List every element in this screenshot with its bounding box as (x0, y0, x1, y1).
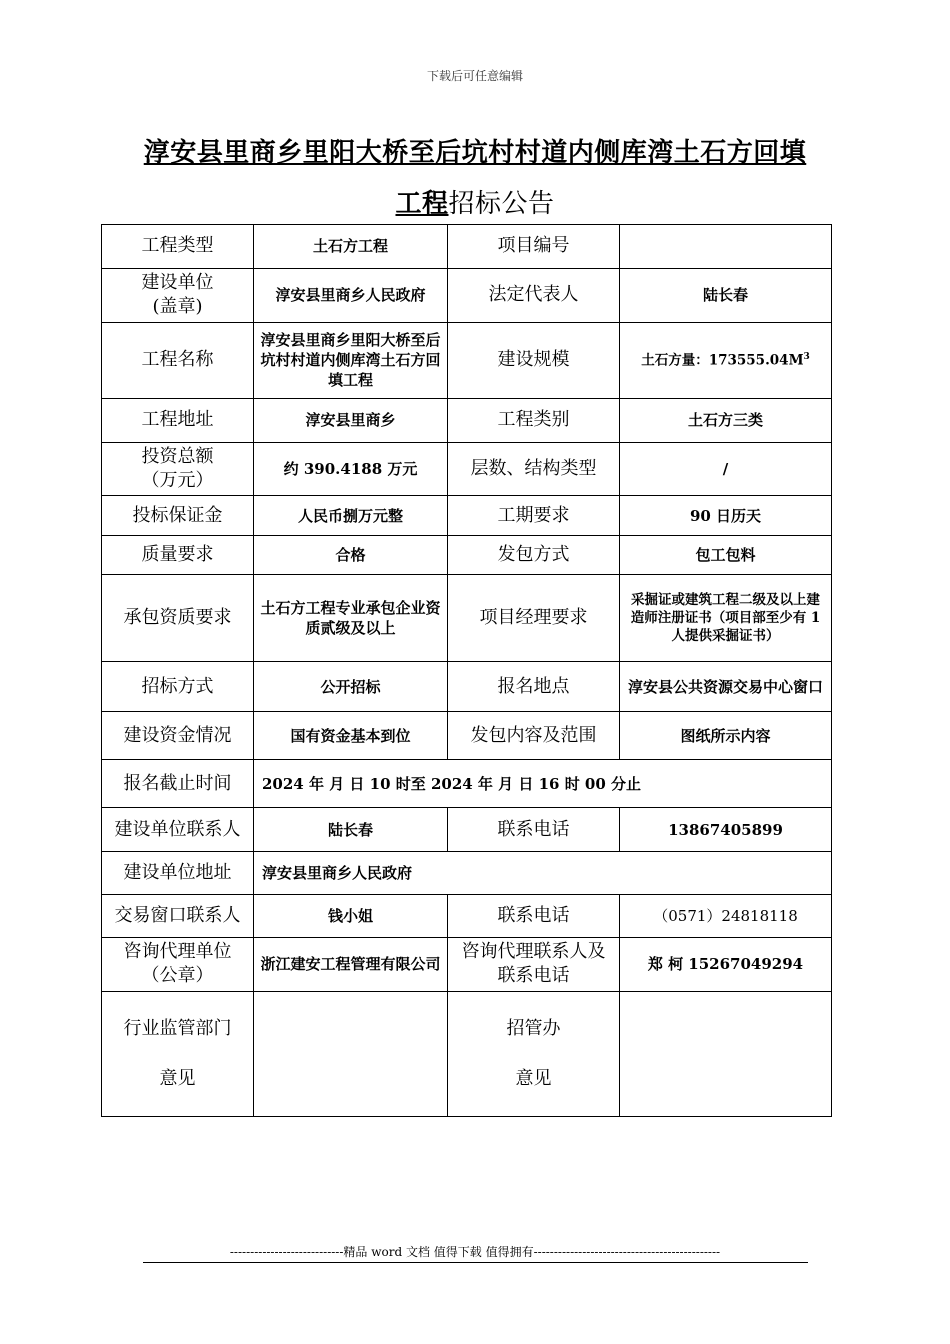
table-row (102, 496, 832, 536)
value-cell: 公开招标 (254, 662, 448, 712)
label-cell: 建设规模 (448, 322, 620, 398)
value-cell: 人民币捌万元整 (254, 496, 448, 536)
table-row (102, 895, 832, 938)
label-line: (盖章) (152, 296, 203, 318)
value-cell: 合格 (254, 536, 448, 575)
label-line: （公章） (141, 965, 214, 987)
label-cell: 报名截止时间 (102, 760, 254, 808)
label-line: 招管办 (506, 1017, 561, 1039)
label-cell: 报名地点 (448, 662, 620, 712)
value-cell: 包工包料 (620, 536, 832, 575)
label-cell: 建设资金情况 (102, 712, 254, 760)
label-line: 咨询代理单位 (123, 941, 232, 963)
label-cell: 工程类别 (448, 398, 620, 442)
value-cell: 淳安县公共资源交易中心窗口 (620, 662, 832, 712)
label-cell: 承包资质要求 (102, 575, 254, 662)
page-title-line1 (0, 132, 950, 169)
value-cell: 土石方工程 (254, 225, 448, 269)
label-line: 意见 (515, 1067, 552, 1089)
table-row (102, 662, 832, 712)
label-cell (102, 269, 254, 323)
label-cell (102, 991, 254, 1116)
table-row (102, 760, 832, 808)
label-cell (102, 442, 254, 496)
label-cell (102, 938, 254, 992)
value-cell: 国有资金基本到位 (254, 712, 448, 760)
label-cell: 质量要求 (102, 536, 254, 575)
table-row (102, 225, 832, 269)
label-cell: 法定代表人 (448, 269, 620, 323)
value-cell: 90 日历天 (620, 496, 832, 536)
label-line: 咨询代理联系人及 (461, 941, 606, 963)
label-cell: 项目编号 (448, 225, 620, 269)
deadline-value: 2024 年 月 日 10 时至 2024 年 月 日 16 时 00 分止 (254, 760, 832, 808)
value-cell: 13867405899 (620, 808, 832, 852)
label-line: 意见 (159, 1067, 196, 1089)
value-cell (620, 322, 832, 398)
label-cell: 工程类型 (102, 225, 254, 269)
value-cell: 陆长春 (620, 269, 832, 323)
value-cell: 淳安县里商乡里阳大桥至后坑村村道内侧库湾土石方回填工程 (254, 322, 448, 398)
table-row (102, 442, 832, 496)
label-cell (448, 938, 620, 992)
value-cell: 淳安县里商乡 (254, 398, 448, 442)
label-cell: 建设单位联系人 (102, 808, 254, 852)
title-underlined-part: 工程 (395, 189, 449, 219)
title-line1-text: 淳安县里商乡里阳大桥至后坑村村道内侧库湾土石方回填 (143, 138, 807, 168)
superscript: 3 (803, 351, 810, 362)
value-cell (620, 225, 832, 269)
label-line: 投资总额 (141, 445, 214, 467)
label-cell: 层数、结构类型 (448, 442, 620, 496)
label-cell: 发包内容及范围 (448, 712, 620, 760)
value-cell: 采掘证或建筑工程二级及以上建造师注册证书（项目部至少有 1 人提供采掘证书） (620, 575, 832, 662)
label-cell (448, 991, 620, 1116)
label-cell: 投标保证金 (102, 496, 254, 536)
value-cell: 淳安县里商乡人民政府 (254, 269, 448, 323)
label-line: 联系电话 (497, 965, 570, 987)
table-row (102, 269, 832, 323)
value-cell: 土石方三类 (620, 398, 832, 442)
label-cell: 项目经理要求 (448, 575, 620, 662)
scale-value: 土石方量：173555.04M (641, 352, 804, 369)
page-title-line2 (0, 183, 950, 220)
value-cell: / (620, 442, 832, 496)
footer-note: ----------------------------精品 word 文档 值得下载 值得拥有---------------------------------------------- (229, 1245, 721, 1259)
table-row (102, 398, 832, 442)
label-cell: 联系电话 (448, 895, 620, 938)
table-row (102, 991, 832, 1116)
table-row (102, 852, 832, 895)
value-cell: （0571）24818118 (620, 895, 832, 938)
address-value: 淳安县里商乡人民政府 (254, 852, 832, 895)
tender-info-table (101, 224, 832, 1117)
label-cell: 建设单位地址 (102, 852, 254, 895)
value-cell: 浙江建安工程管理有限公司 (254, 938, 448, 992)
label-cell: 招标方式 (102, 662, 254, 712)
label-line: （万元） (141, 469, 214, 491)
table-row (102, 938, 832, 992)
label-line: 行业监管部门 (123, 1017, 232, 1039)
value-cell: 郑 柯 15267049294 (620, 938, 832, 992)
label-cell: 工程地址 (102, 398, 254, 442)
table-row (102, 322, 832, 398)
label-cell: 工期要求 (448, 496, 620, 536)
value-cell: 钱小姐 (254, 895, 448, 938)
footer-divider (143, 1262, 808, 1263)
title-rest-part: 招标公告 (448, 189, 555, 219)
value-cell (254, 991, 448, 1116)
label-cell: 交易窗口联系人 (102, 895, 254, 938)
value-cell: 陆长春 (254, 808, 448, 852)
value-cell: 土石方工程专业承包企业资质贰级及以上 (254, 575, 448, 662)
label-cell: 联系电话 (448, 808, 620, 852)
value-cell (620, 991, 832, 1116)
label-cell: 发包方式 (448, 536, 620, 575)
table-row (102, 575, 832, 662)
header-note: 下载后可任意编辑 (426, 69, 523, 83)
value-cell: 图纸所示内容 (620, 712, 832, 760)
table-row (102, 808, 832, 852)
table-row (102, 712, 832, 760)
value-cell: 约 390.4188 万元 (254, 442, 448, 496)
label-cell: 工程名称 (102, 322, 254, 398)
table-row (102, 536, 832, 575)
label-line: 建设单位 (141, 272, 214, 293)
